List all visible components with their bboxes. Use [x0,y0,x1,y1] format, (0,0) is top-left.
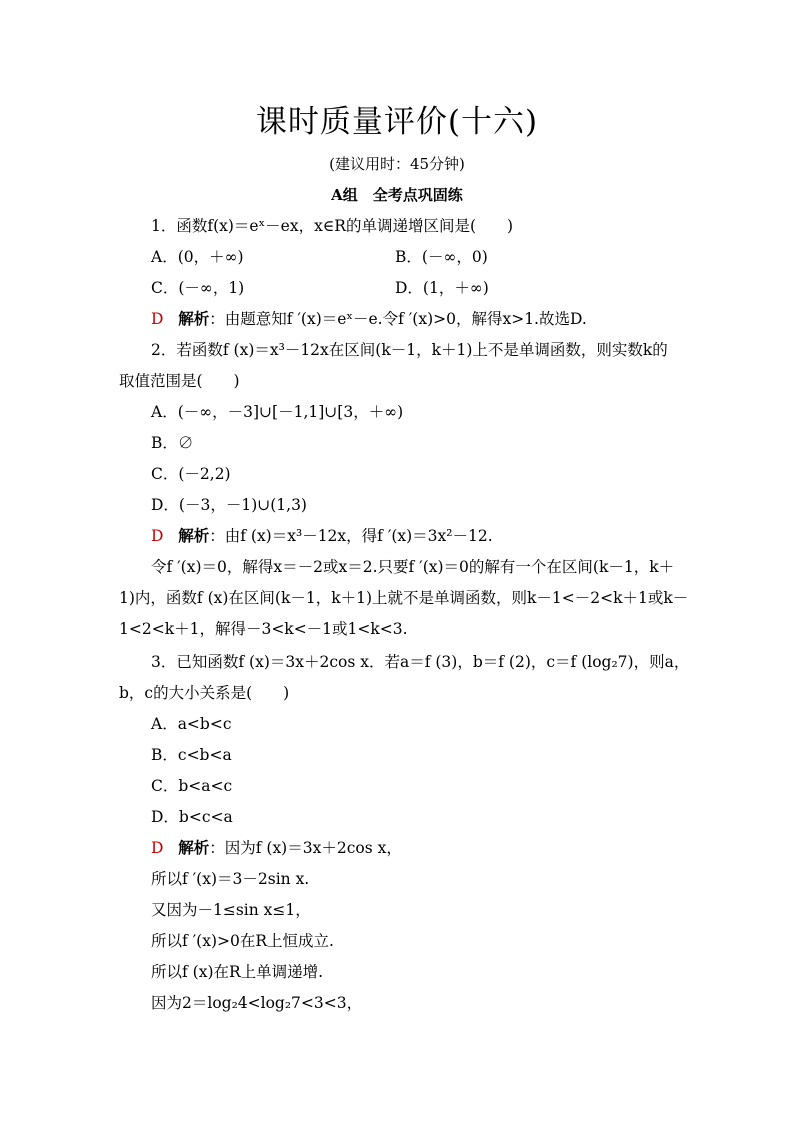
question-2-solution [151,526,493,546]
question-2-option-c: C．(－2,2) [151,465,231,483]
analysis-label: 解析 [178,838,210,857]
question-3-solution-line: 因为2＝log₂4<log₂7<3<3， [151,994,363,1012]
question-1-option-c: C．(－∞，1) [151,279,245,297]
page-title: 课时质量评价(十六) [255,104,539,140]
question-1-option-a: A．(0，＋∞) [151,248,244,266]
question-2-solution-line: 1<2<k＋1，解得－3<k<－1或1<k<3. [119,620,408,638]
question-2-option-b: B．∅ [151,434,194,452]
question-1-solution [151,309,587,329]
question-1-option-d: D．(1，＋∞) [395,279,489,297]
question-1-option-b: B．(－∞，0) [395,248,488,266]
question-3-solution-line: 又因为－1≤sin x≤1， [151,901,311,919]
analysis-label: 解析 [178,526,210,545]
question-2-solution-line: 1)内，函数f (x)在区间(k－1，k＋1)上就不是单调函数，则k－1<－2<k＋1或k－ [119,589,689,607]
answer-letter: D [151,310,164,328]
question-3-option-b: B．c<b<a [151,746,232,764]
question-3-solution-line: 所以f ′(x)>0在R上恒成立. [151,932,334,950]
analysis-text: ：由题意知f ′(x)＝eˣ－e.令f ′(x)>0，解得x>1.故选D. [209,310,587,328]
question-2-stem: 2．若函数f (x)＝x³－12x在区间(k－1，k＋1)上不是单调函数，则实数k的 [151,341,668,359]
question-2-solution-line: 令f ′(x)＝0，解得x＝－2或x＝2.只要f ′(x)＝0的解有一个在区间(k－1，k＋ [151,558,675,576]
question-3-option-c: C．b<a<c [151,777,233,795]
group-heading: A组 全考点巩固练 [331,186,463,204]
analysis-text: ：因为f (x)＝3x＋2cos x， [209,839,402,857]
answer-letter: D [151,839,164,857]
analysis-label: 解析 [178,309,210,328]
question-3-solution [151,838,402,858]
question-2-option-d: D．(－3，－1)∪(1,3) [151,496,307,514]
question-3-stem-continued: b，c的大小关系是( ) [119,684,290,702]
question-3-option-d: D．b<c<a [151,808,233,826]
question-2-stem-continued: 取值范围是( ) [119,372,240,390]
question-3-solution-line: 所以f (x)在R上单调递增. [151,963,324,981]
question-3-stem: 3．已知函数f (x)＝3x＋2cos x．若a＝f (3)，b＝f (2)，c＝f (log₂7)，则a， [151,653,690,671]
question-3-solution-line: 所以f ′(x)＝3－2sin x. [151,870,310,888]
analysis-text: ：由f (x)＝x³－12x，得f ′(x)＝3x²－12. [209,527,493,545]
answer-letter: D [151,527,164,545]
question-1-stem: 1．函数f(x)＝eˣ－ex，x∈R的单调递增区间是( ) [151,217,514,235]
question-2-option-a: A．(－∞，－3]∪[－1,1]∪[3，＋∞) [151,403,404,421]
time-suggestion: (建议用时：45分钟) [329,155,465,173]
question-3-option-a: A．a<b<c [151,715,232,733]
